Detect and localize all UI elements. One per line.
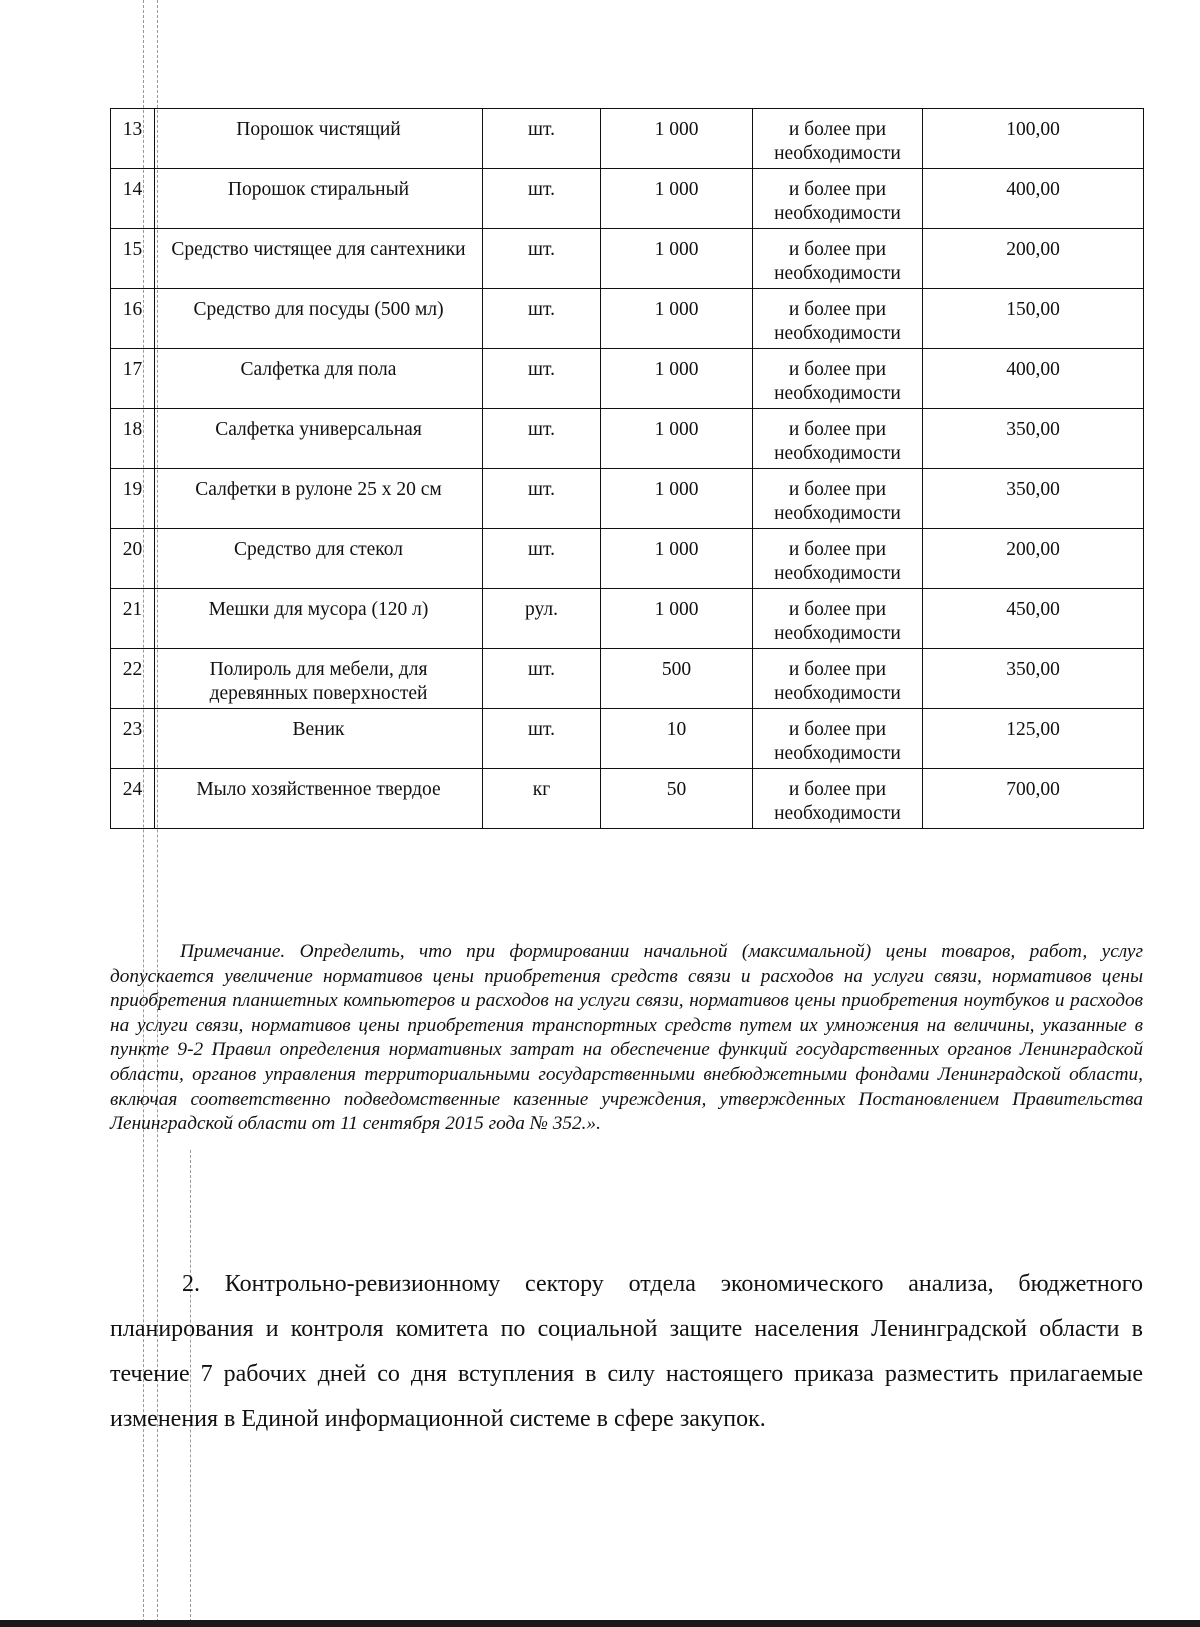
item-name: Салфетки в рулоне 25 х 20 см bbox=[155, 469, 483, 529]
item-unit: шт. bbox=[483, 409, 601, 469]
item-unit: шт. bbox=[483, 529, 601, 589]
table-row bbox=[111, 709, 1144, 769]
item-price: 350,00 bbox=[923, 409, 1144, 469]
row-number: 24 bbox=[111, 769, 155, 829]
item-unit: шт. bbox=[483, 649, 601, 709]
item-quantity: 1 000 bbox=[601, 469, 753, 529]
table-row bbox=[111, 229, 1144, 289]
table-row bbox=[111, 109, 1144, 169]
item-quantity: 1 000 bbox=[601, 229, 753, 289]
row-number: 15 bbox=[111, 229, 155, 289]
items-table-body bbox=[111, 109, 1144, 829]
item-name: Мешки для мусора (120 л) bbox=[155, 589, 483, 649]
item-name: Порошок стиральный bbox=[155, 169, 483, 229]
row-number: 18 bbox=[111, 409, 155, 469]
item-price: 200,00 bbox=[923, 229, 1144, 289]
item-quantity-note: и более при необходимости bbox=[753, 349, 923, 409]
item-quantity-note: и более при необходимости bbox=[753, 589, 923, 649]
item-price: 100,00 bbox=[923, 109, 1144, 169]
row-number: 14 bbox=[111, 169, 155, 229]
item-quantity-note: и более при необходимости bbox=[753, 169, 923, 229]
item-unit: шт. bbox=[483, 109, 601, 169]
scan-artifact-edge bbox=[0, 1620, 1200, 1627]
row-number: 22 bbox=[111, 649, 155, 709]
item-name: Порошок чистящий bbox=[155, 109, 483, 169]
item-quantity-note: и более при необходимости bbox=[753, 769, 923, 829]
item-name: Веник bbox=[155, 709, 483, 769]
item-quantity-note: и более при необходимости bbox=[753, 229, 923, 289]
item-price: 400,00 bbox=[923, 349, 1144, 409]
item-unit: шт. bbox=[483, 709, 601, 769]
item-price: 150,00 bbox=[923, 289, 1144, 349]
item-price: 700,00 bbox=[923, 769, 1144, 829]
item-unit: шт. bbox=[483, 169, 601, 229]
item-unit: рул. bbox=[483, 589, 601, 649]
item-quantity-note: и более при необходимости bbox=[753, 709, 923, 769]
item-quantity: 1 000 bbox=[601, 289, 753, 349]
table-row bbox=[111, 649, 1144, 709]
item-quantity: 50 bbox=[601, 769, 753, 829]
row-number: 17 bbox=[111, 349, 155, 409]
item-quantity: 10 bbox=[601, 709, 753, 769]
item-unit: шт. bbox=[483, 229, 601, 289]
item-price: 200,00 bbox=[923, 529, 1144, 589]
item-price: 400,00 bbox=[923, 169, 1144, 229]
table-row bbox=[111, 529, 1144, 589]
items-table bbox=[110, 108, 1144, 829]
table-footnote: Примечание. Определить, что при формировании начальной (максимальной) цены товаров, работ, услуг допускается увеличение нормативов цены приобретения средств связи и расходов на услуги связи, нормативов цены приобретения планшетных компьютеров и расходов на услуги связи, нормативов цены приобретения ноутбуков и расходов на услуги связи, нормативов цены приобретения транспортных средств путем их умножения на величины, указанные в пункте 9-2 Правил определения нормативных затрат на обеспечение функций государственных органов Ленинградской области, органов управления территориальными государственными внебюджетными фондами Ленинградской области, включая соответственно подведомственные казенные учреждения, утвержденных Постановлением Правительства Ленинградской области от 11 сентября 2015 года № 352.». bbox=[110, 941, 1143, 1135]
item-quantity-note: и более при необходимости bbox=[753, 289, 923, 349]
row-number: 19 bbox=[111, 469, 155, 529]
item-name: Полироль для мебели, для деревянных поверхностей bbox=[155, 649, 483, 709]
table-row bbox=[111, 409, 1144, 469]
items-table-container bbox=[110, 108, 1143, 829]
item-quantity-note: и более при необходимости bbox=[753, 409, 923, 469]
item-name: Средство для посуды (500 мл) bbox=[155, 289, 483, 349]
row-number: 20 bbox=[111, 529, 155, 589]
order-paragraph-2: 2. Контрольно-ревизионному сектору отдела экономического анализа, бюджетного планирования и контроля комитета по социальной защите населения Ленинградской области в течение 7 рабочих дней со дня вступления в силу настоящего приказа разместить прилагаемые изменения в Единой информационной системе в сфере закупок. bbox=[110, 1271, 1143, 1432]
item-price: 350,00 bbox=[923, 649, 1144, 709]
item-quantity-note: и более при необходимости bbox=[753, 469, 923, 529]
item-price: 125,00 bbox=[923, 709, 1144, 769]
item-name: Салфетка для пола bbox=[155, 349, 483, 409]
item-name: Мыло хозяйственное твердое bbox=[155, 769, 483, 829]
item-price: 450,00 bbox=[923, 589, 1144, 649]
row-number: 23 bbox=[111, 709, 155, 769]
item-quantity: 1 000 bbox=[601, 349, 753, 409]
table-row bbox=[111, 469, 1144, 529]
item-quantity: 1 000 bbox=[601, 529, 753, 589]
table-row bbox=[111, 289, 1144, 349]
item-unit: шт. bbox=[483, 289, 601, 349]
item-name: Средство для стекол bbox=[155, 529, 483, 589]
item-quantity: 500 bbox=[601, 649, 753, 709]
item-name: Салфетка универсальная bbox=[155, 409, 483, 469]
item-quantity: 1 000 bbox=[601, 409, 753, 469]
row-number: 16 bbox=[111, 289, 155, 349]
table-row bbox=[111, 169, 1144, 229]
item-unit: шт. bbox=[483, 349, 601, 409]
item-quantity-note: и более при необходимости bbox=[753, 649, 923, 709]
item-quantity: 1 000 bbox=[601, 589, 753, 649]
row-number: 13 bbox=[111, 109, 155, 169]
row-number: 21 bbox=[111, 589, 155, 649]
item-price: 350,00 bbox=[923, 469, 1144, 529]
item-unit: шт. bbox=[483, 469, 601, 529]
item-name: Средство чистящее для сантехники bbox=[155, 229, 483, 289]
item-unit: кг bbox=[483, 769, 601, 829]
item-quantity: 1 000 bbox=[601, 169, 753, 229]
table-row bbox=[111, 769, 1144, 829]
table-row bbox=[111, 589, 1144, 649]
item-quantity: 1 000 bbox=[601, 109, 753, 169]
item-quantity-note: и более при необходимости bbox=[753, 109, 923, 169]
table-row bbox=[111, 349, 1144, 409]
item-quantity-note: и более при необходимости bbox=[753, 529, 923, 589]
